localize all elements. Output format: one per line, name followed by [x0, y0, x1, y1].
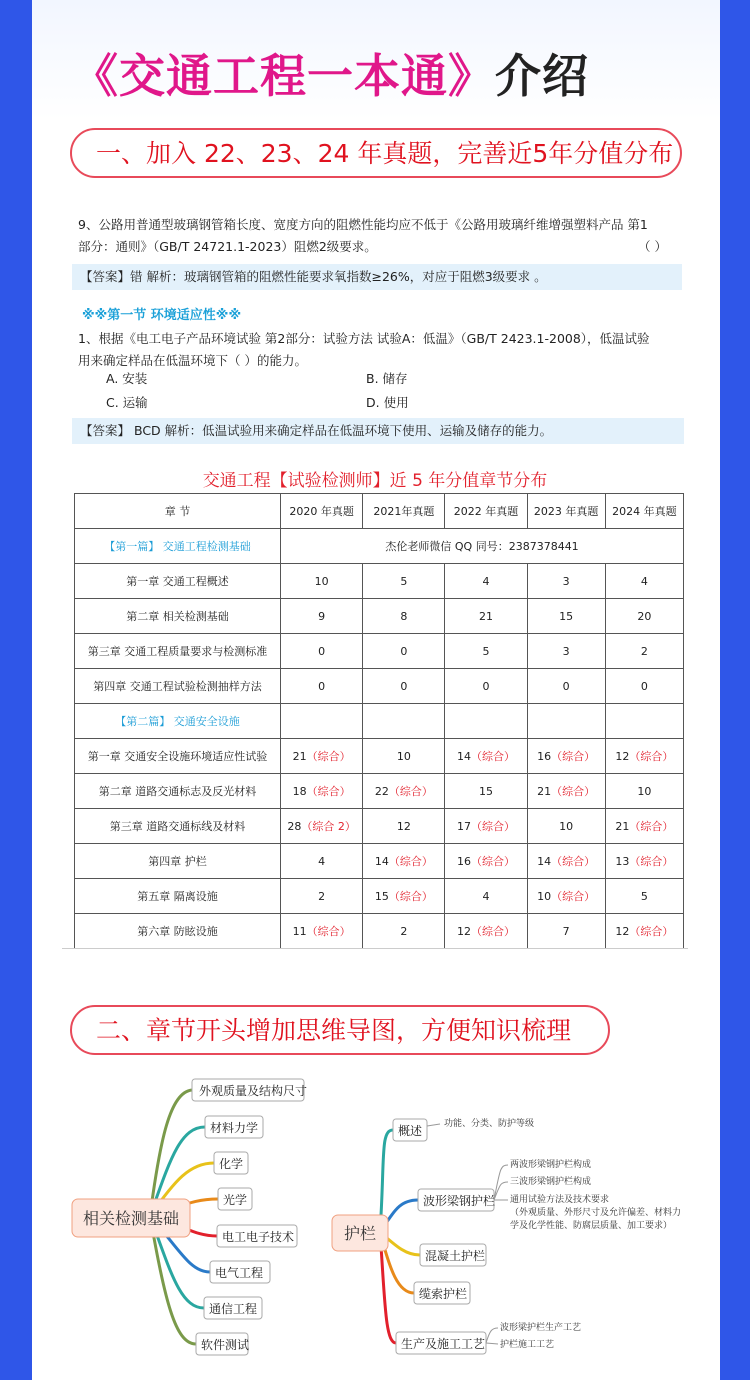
- option-d: D. 使用: [366, 395, 409, 410]
- mm1-node: 电气工程: [215, 1266, 264, 1280]
- mm2-note: 两波形梁钢护栏构成: [510, 1160, 592, 1170]
- table-row: 第一章 交通工程概述 10 5 4 3 4: [75, 564, 684, 599]
- mm1-node: 电工电子技术: [222, 1230, 295, 1244]
- mm1-node: 外观质量及结构尺寸: [199, 1084, 308, 1098]
- table-row-part1: 【第一篇】 交通工程检测基础 杰伦老师微信 QQ 同号：2387378441: [75, 529, 684, 564]
- table-title: 交通工程【试验检测师】近 5 年分值章节分布: [202, 471, 548, 491]
- section-2-label: 二、章节开头增加思维导图，方便知识梳理: [70, 1005, 610, 1055]
- page-title: 《交通工程一本通》介绍: [72, 49, 589, 103]
- mm1-node: 化学: [219, 1157, 244, 1171]
- answer-9: 【答案】错 解析：玻璃钢管箱的阻燃性能要求氧指数≥26%，对应于阻燃3级要求 。: [72, 264, 682, 290]
- mm2-node: 混凝土护栏: [425, 1249, 486, 1263]
- table-row: 第五章 隔离设施 2 15（综合） 4 10（综合） 5: [75, 879, 684, 914]
- mm1-node: 通信工程: [209, 1302, 258, 1316]
- mm2-note: 护栏施工工艺: [500, 1340, 555, 1350]
- mm1-node: 材料力学: [210, 1121, 259, 1135]
- option-b: B. 储存: [366, 371, 408, 386]
- mm2-note: 波形梁护栏生产工艺: [500, 1323, 582, 1333]
- sub-section-heading: ※※第一节 环境适应性※※: [82, 308, 242, 323]
- table-row: 第四章 交通工程试验检测抽样方法 0 0 0 0 0: [75, 669, 684, 704]
- section-1-label: 一、加入 22、23、24 年真题，完善近5年分值分布: [70, 128, 682, 178]
- mm2-node: 生产及施工工艺: [401, 1337, 486, 1351]
- mindmap2-root-label: 护栏: [343, 1224, 377, 1243]
- table-row: 第四章 护栏 4 14（综合） 16（综合） 14（综合） 13（综合）: [75, 844, 684, 879]
- table-row-part2: 【第二篇】 交通安全设施: [75, 704, 684, 739]
- answer-1: 【答案】 BCD 解析：低温试验用来确定样品在低温环境下使用、运输及储存的能力。: [72, 418, 684, 444]
- option-c: C. 运输: [106, 395, 148, 410]
- table-row: 第三章 交通工程质量要求与检测标准 0 0 5 3 2: [75, 634, 684, 669]
- mm2-note: 功能、分类、防护等级: [444, 1119, 535, 1129]
- mm2-note: 学及化学性能、防腐层质量、加工要求）: [510, 1221, 673, 1231]
- mm2-note: 三波形梁钢护栏构成: [510, 1177, 592, 1187]
- table-row: 第三章 道路交通标线及材料 28（综合 2） 12 17（综合） 10 21（综合）: [75, 809, 684, 844]
- question-9: 9、公路用普通型玻璃钢管箱长度、宽度方向的阻燃性能均应不低于《公路用玻璃纤维增强塑料产品 第1 部分：通则》（GB/T 24721.1-2023）阻燃2级要求。 （ ）: [78, 217, 667, 254]
- mm2-note: 通用试验方法及技术要求: [510, 1195, 610, 1205]
- mm1-node: 光学: [223, 1193, 248, 1207]
- mindmap1-root-label: 相关检测基础: [82, 1209, 180, 1228]
- mm2-node: 波形梁钢护栏: [423, 1194, 496, 1208]
- mm2-node: 概述: [398, 1124, 423, 1138]
- mm2-node: 缆索护栏: [419, 1287, 468, 1301]
- mm1-node: 软件测试: [201, 1338, 250, 1352]
- table-row: 第一章 交通安全设施环境适应性试验 21（综合） 10 14（综合） 16（综合） 12（综合）: [75, 739, 684, 774]
- mm2-note: （外观质量、外形尺寸及允许偏差、材料力: [510, 1208, 682, 1218]
- question-1: 1、根据《电工电子产品环境试验 第2部分：试验方法 试验A：低温》（GB/T 2423.1-2008），低温试验 用来确定样品在低温环境下（ ）的能力。: [78, 331, 650, 368]
- table-row: 第六章 防眩设施 11（综合） 2 12（综合） 7 12（综合）: [75, 914, 684, 949]
- table-row: 第二章 相关检测基础 9 8 21 15 20: [75, 599, 684, 634]
- table-row: 第二章 道路交通标志及反光材料 18（综合） 22（综合） 15 21（综合） 10: [75, 774, 684, 809]
- option-a: A. 安装: [106, 371, 148, 386]
- table-header-row: 章 节 2020 年真题 2021年真题 2022 年真题 2023 年真题 2024 年真题: [75, 494, 684, 529]
